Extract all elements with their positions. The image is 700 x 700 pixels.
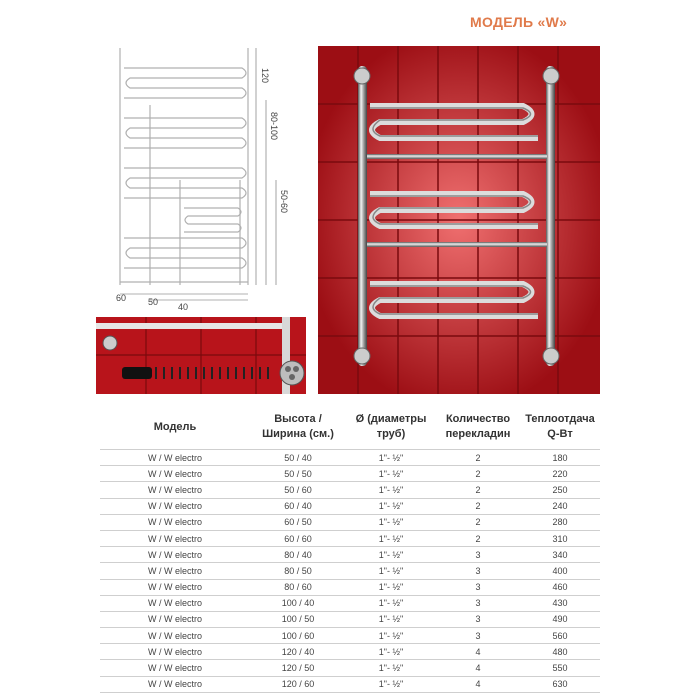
header-model: Модель <box>153 420 197 433</box>
table-row <box>100 596 600 612</box>
cell-bars: 3 <box>475 598 481 609</box>
cell-size: 100 / 50 <box>281 614 315 625</box>
cell-size: 120 / 40 <box>281 646 315 657</box>
cell-model: W / W electro <box>147 646 202 657</box>
cell-diameter: 1"- ½" <box>378 484 404 495</box>
cell-size: 50 / 60 <box>284 484 312 495</box>
table-row <box>100 531 600 547</box>
cell-model: W / W electro <box>147 614 202 625</box>
cell-model: W / W electro <box>147 501 202 512</box>
header-bars: Количество перекладин <box>445 413 511 440</box>
cell-heat: 430 <box>552 598 568 609</box>
header-heat: Теплоотдача Q-Вт <box>525 413 595 440</box>
table-row <box>100 547 600 563</box>
cell-size: 120 / 60 <box>281 679 315 690</box>
cell-size: 50 / 50 <box>284 468 312 479</box>
cell-bars: 4 <box>475 679 481 690</box>
cell-model: W / W electro <box>147 549 202 560</box>
cell-size: 120 / 50 <box>281 663 315 674</box>
cell-bars: 3 <box>475 582 481 593</box>
cell-diameter: 1"- ½" <box>378 533 404 544</box>
spec-table <box>100 405 600 693</box>
table-row <box>100 449 600 466</box>
cell-diameter: 1"- ½" <box>378 614 404 625</box>
table-row <box>100 660 600 676</box>
dim-120: 120 <box>260 68 270 84</box>
cell-heat: 400 <box>552 565 568 576</box>
cell-heat: 630 <box>552 679 568 690</box>
table-row <box>100 499 600 515</box>
cell-model: W / W electro <box>147 663 202 674</box>
cell-diameter: 1"- ½" <box>378 679 404 690</box>
cell-bars: 2 <box>475 484 481 495</box>
cell-model: W / W electro <box>147 565 202 576</box>
table-row <box>100 515 600 531</box>
cell-model: W / W electro <box>147 484 202 495</box>
cell-diameter: 1"- ½" <box>378 517 404 528</box>
cell-model: W / W electro <box>147 517 202 528</box>
table-body <box>100 449 600 693</box>
table-row <box>100 466 600 482</box>
cell-bars: 3 <box>475 549 481 560</box>
table-header <box>100 405 600 449</box>
table-row <box>100 482 600 498</box>
cell-size: 80 / 50 <box>284 565 312 576</box>
header-diameter: Ø (диаметры труб) <box>355 413 427 440</box>
cell-model: W / W electro <box>147 452 202 463</box>
schematic-drawing <box>100 40 300 310</box>
cell-bars: 3 <box>475 630 481 641</box>
cell-size: 60 / 60 <box>284 533 312 544</box>
table-row <box>100 580 600 596</box>
cell-diameter: 1"- ½" <box>378 468 404 479</box>
cell-model: W / W electro <box>147 679 202 690</box>
cell-bars: 2 <box>475 517 481 528</box>
table-row <box>100 644 600 660</box>
cell-size: 100 / 60 <box>281 630 315 641</box>
cell-heat: 490 <box>552 614 568 625</box>
cell-diameter: 1"- ½" <box>378 501 404 512</box>
table-row <box>100 628 600 644</box>
cell-heat: 250 <box>552 484 568 495</box>
cell-model: W / W electro <box>147 533 202 544</box>
cell-diameter: 1"- ½" <box>378 646 404 657</box>
cell-diameter: 1"- ½" <box>378 565 404 576</box>
page-title: МОДЕЛЬ «W» <box>470 14 568 30</box>
cell-size: 100 / 40 <box>281 598 315 609</box>
cell-heat: 340 <box>552 549 568 560</box>
cell-diameter: 1"- ½" <box>378 663 404 674</box>
cell-bars: 2 <box>475 468 481 479</box>
cell-diameter: 1"- ½" <box>378 598 404 609</box>
cell-size: 60 / 50 <box>284 517 312 528</box>
cell-heat: 180 <box>552 452 568 463</box>
cell-heat: 280 <box>552 517 568 528</box>
cell-bars: 4 <box>475 663 481 674</box>
cell-size: 50 / 40 <box>284 452 312 463</box>
table-row <box>100 563 600 579</box>
cell-bars: 3 <box>475 565 481 576</box>
cell-size: 60 / 40 <box>284 501 312 512</box>
cell-heat: 240 <box>552 501 568 512</box>
cell-bars: 4 <box>475 646 481 657</box>
cell-diameter: 1"- ½" <box>378 582 404 593</box>
cell-model: W / W electro <box>147 582 202 593</box>
dim-50: 50 <box>148 297 159 307</box>
product-photo <box>318 46 600 394</box>
cell-heat: 480 <box>552 646 568 657</box>
dim-40: 40 <box>178 302 189 310</box>
cell-diameter: 1"- ½" <box>378 549 404 560</box>
dim-60: 60 <box>116 293 127 303</box>
cell-bars: 2 <box>475 533 481 544</box>
dim-80-100: 80-100 <box>269 112 279 141</box>
cell-model: W / W electro <box>147 598 202 609</box>
cell-heat: 310 <box>552 533 568 544</box>
cell-diameter: 1"- ½" <box>378 452 404 463</box>
cell-heat: 560 <box>552 630 568 641</box>
cell-bars: 2 <box>475 501 481 512</box>
cell-diameter: 1"- ½" <box>378 630 404 641</box>
table-row <box>100 612 600 628</box>
cell-bars: 2 <box>475 452 481 463</box>
cell-size: 80 / 60 <box>284 582 312 593</box>
cell-model: W / W electro <box>147 468 202 479</box>
header-size: Высота / Ширина (см.) <box>262 413 334 440</box>
cell-heat: 550 <box>552 663 568 674</box>
cell-bars: 3 <box>475 614 481 625</box>
dim-50-60: 50-60 <box>279 190 289 214</box>
cell-heat: 460 <box>552 582 568 593</box>
table-row <box>100 677 600 693</box>
cell-size: 80 / 40 <box>284 549 312 560</box>
cell-heat: 220 <box>552 468 568 479</box>
heating-element-photo <box>96 317 306 394</box>
cell-model: W / W electro <box>147 630 202 641</box>
